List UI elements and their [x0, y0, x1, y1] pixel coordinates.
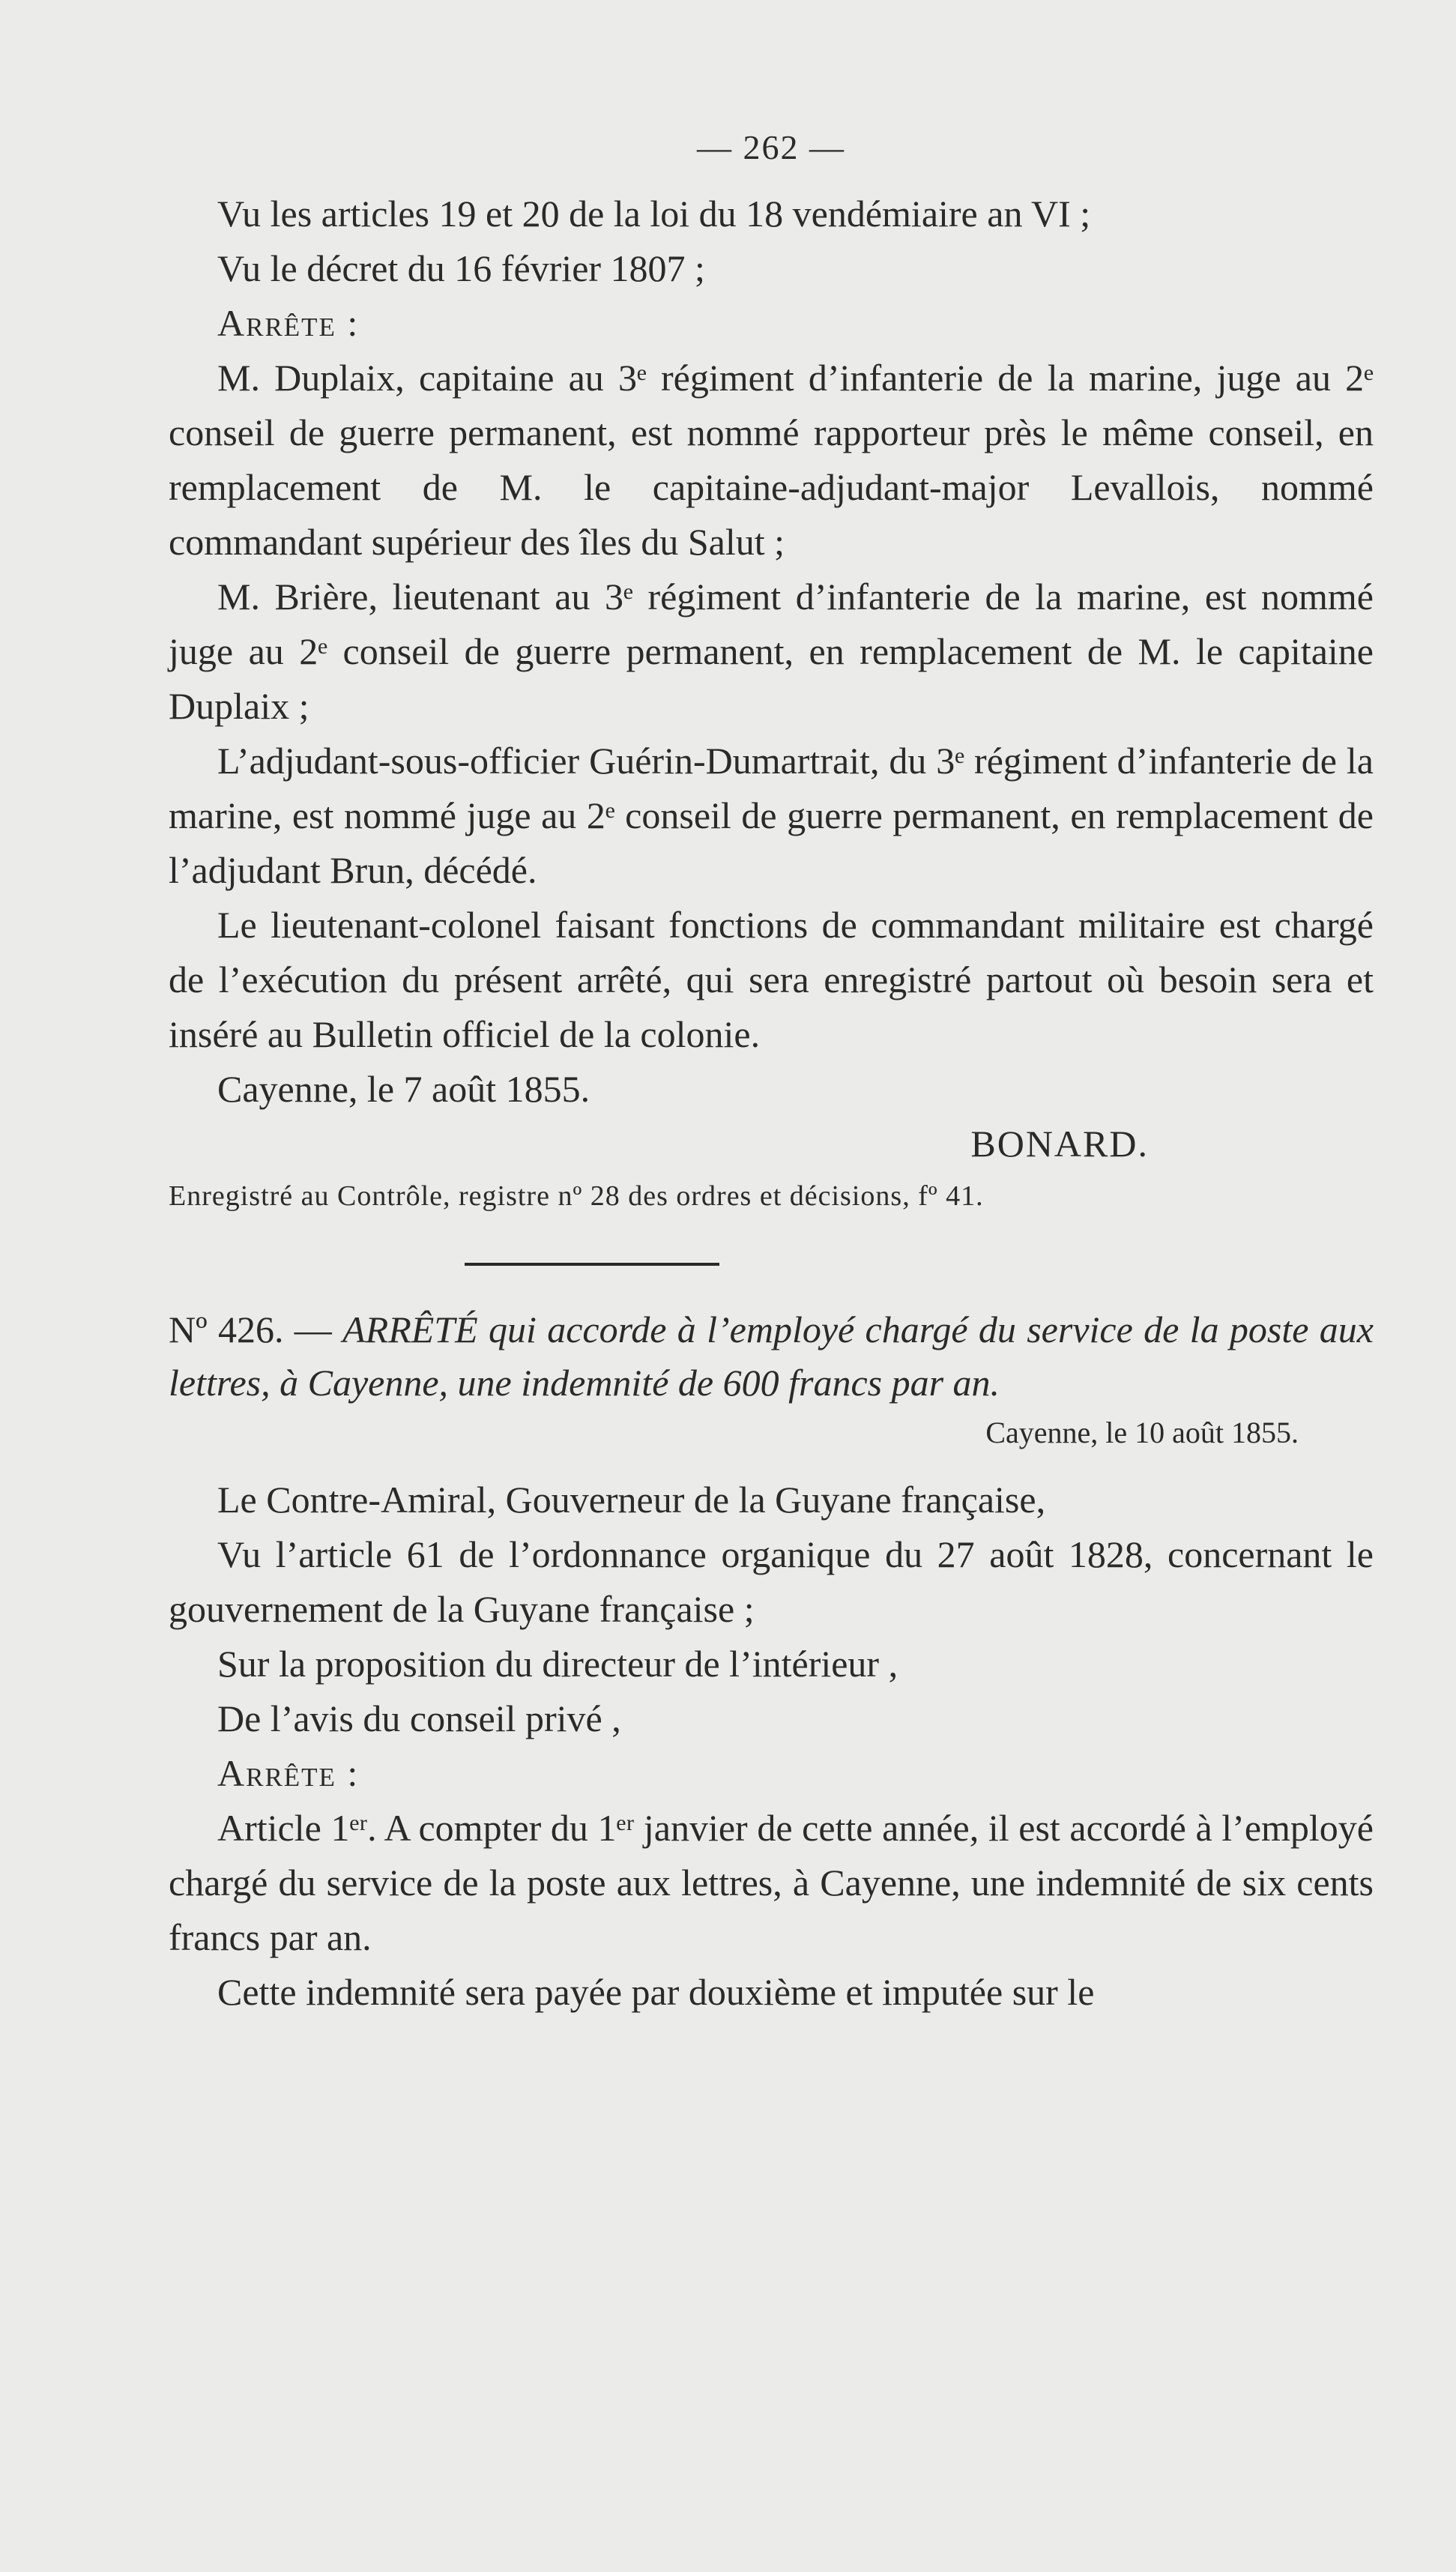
arrete-heading-2: Arrête :	[217, 1752, 360, 1794]
paragraph-guerin: L’adjudant-sous-officier Guérin-Dumartrait, du 3ᵉ régiment d’infanterie de la marine, est nommé juge au 2ᵉ conseil de guerre permanent, en remplacement de l’adjudant Brun, décédé.	[169, 740, 1374, 891]
decree-number: Nº 426. —	[169, 1308, 332, 1350]
visa-line-1: Vu les articles 19 et 20 de la loi du 18 vendémiaire an VI ;	[217, 193, 1091, 235]
decree-dateline: Cayenne, le 10 août 1855.	[985, 1416, 1299, 1449]
registration-note: Enregistré au Contrôle, registre nº 28 des ordres et décisions, fº 41.	[169, 1180, 984, 1212]
paragraph-briere: M. Brière, lieutenant au 3ᵉ régiment d’infanterie de la marine, est nommé juge au 2ᵉ conseil de guerre permanent, en remplacement de M. le capitaine Duplaix ;	[169, 576, 1374, 727]
decree-title-text: ARRÊTÉ qui accorde à l’employé chargé du service de la poste aux lettres, à Cayenne, une indemnité de 600 francs par an.	[169, 1308, 1374, 1404]
governor-line: Le Contre-Amiral, Gouverneur de la Guyane française,	[217, 1479, 1046, 1521]
avis-line: De l’avis du conseil privé ,	[217, 1697, 621, 1739]
ordonnance-line: Vu l’article 61 de l’ordonnance organique du 27 août 1828, concernant le gouvernement de la Guyane française ;	[169, 1533, 1374, 1630]
signature: BONARD.	[970, 1123, 1149, 1165]
paragraph-execution: Le lieutenant-colonel faisant fonctions de commandant militaire est chargé de l’exécution du présent arrêté, qui sera enregistré partout où besoin sera et inséré au Bulletin officiel de la colonie.	[169, 904, 1374, 1055]
paragraph-duplaix: M. Duplaix, capitaine au 3ᵉ régiment d’infanterie de la marine, juge au 2ᵉ conseil de guerre permanent, est nommé rapporteur près le même conseil, en remplacement de M. le capitaine-adjudant-major Levallois, nommé commandant supérieur des îles du Salut ;	[169, 357, 1374, 563]
page-number: — 262 —	[697, 128, 845, 166]
proposition-line: Sur la proposition du directeur de l’intérieur ,	[217, 1643, 898, 1685]
visa-line-2: Vu le décret du 16 février 1807 ;	[217, 247, 705, 289]
decree-title	[169, 1303, 1374, 1410]
arrete-heading: Arrête :	[217, 302, 360, 344]
closing-line: Cette indemnité sera payée par douxième et imputée sur le	[217, 1971, 1095, 2013]
article-1: Article 1ᵉʳ. A compter du 1ᵉʳ janvier de cette année, il est accordé à l’employé chargé du service de la poste aux lettres, à Cayenne, une indemnité de six cents francs par an.	[169, 1807, 1374, 1958]
section-divider	[465, 1263, 719, 1266]
date-line: Cayenne, le 7 août 1855.	[217, 1068, 590, 1110]
